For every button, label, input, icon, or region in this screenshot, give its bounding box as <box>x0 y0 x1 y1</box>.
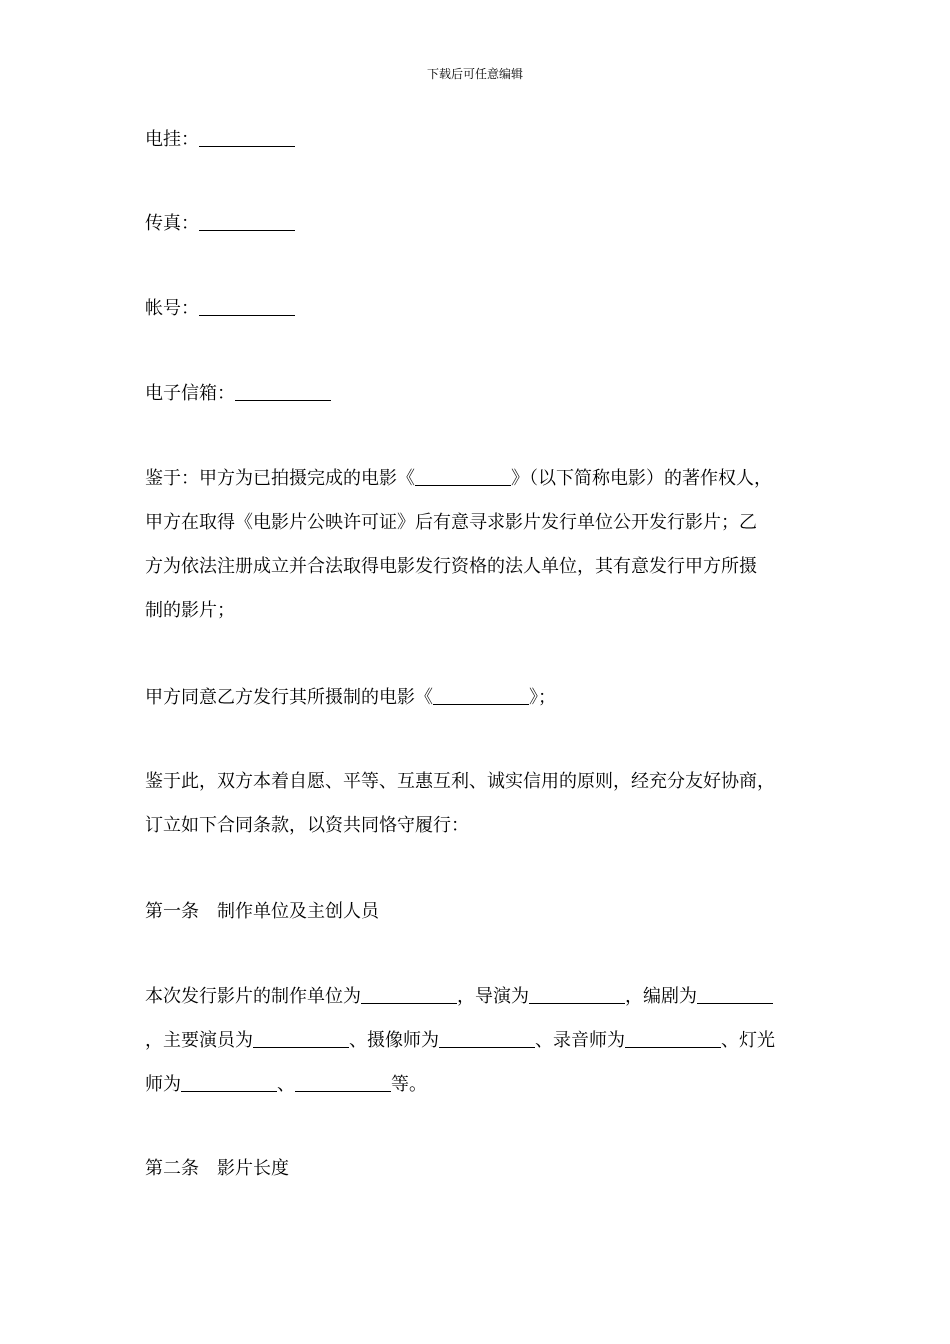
agree-line <box>145 686 556 710</box>
account-label: 帐号： <box>145 298 199 319</box>
writer-blank[interactable] <box>697 985 773 1004</box>
film-title-blank-2[interactable] <box>433 686 529 705</box>
whereas-line-3: 方为依法注册成立并合法取得电影发行资格的法人单位，其有意发行甲方所摄 <box>145 556 757 577</box>
article-1-line-1 <box>145 985 773 1009</box>
writer-label: ，编剧为 <box>625 986 697 1007</box>
lighting-label-end: 师为 <box>145 1074 181 1095</box>
agree-text-b: 》； <box>529 687 556 708</box>
director-blank[interactable] <box>529 985 625 1004</box>
whereas-line-1 <box>145 467 772 491</box>
actors-blank[interactable] <box>253 1029 349 1048</box>
phone-label: 电挂： <box>145 129 199 150</box>
agree-text-a: 甲方同意乙方发行其所摄制的电影《 <box>145 687 433 708</box>
whereas-text-1b: 》（以下简称电影）的著作权人， <box>511 468 772 489</box>
camera-blank[interactable] <box>439 1029 535 1048</box>
email-label: 电子信箱： <box>145 383 235 404</box>
fax-blank[interactable] <box>199 212 295 231</box>
etc-label: 等。 <box>391 1074 427 1095</box>
article-1-line-3 <box>145 1073 427 1097</box>
article-1-title: 第一条 制作单位及主创人员 <box>145 901 379 922</box>
lighting-label: 、灯光 <box>721 1030 775 1051</box>
article-1-line-2 <box>145 1029 775 1053</box>
whereas-line-4: 制的影片； <box>145 600 235 621</box>
sound-blank[interactable] <box>625 1029 721 1048</box>
account-line <box>145 297 295 321</box>
phone-blank[interactable] <box>199 128 295 147</box>
page-header: 下载后可任意编辑 <box>426 67 523 81</box>
fax-label: 传真： <box>145 213 199 234</box>
producer-label: 本次发行影片的制作单位为 <box>145 986 361 1007</box>
whereas-line-2: 甲方在取得《电影片公映许可证》后有意寻求影片发行单位公开发行影片；乙 <box>145 512 757 533</box>
account-blank[interactable] <box>199 297 295 316</box>
email-line <box>145 382 331 406</box>
whereas-text-1a: 鉴于：甲方为已拍摄完成的电影《 <box>145 468 415 489</box>
article-2-title: 第二条 影片长度 <box>145 1158 289 1179</box>
director-label: ，导演为 <box>457 986 529 1007</box>
email-blank[interactable] <box>235 382 331 401</box>
separator: 、 <box>277 1074 295 1095</box>
camera-label: 、摄像师为 <box>349 1030 439 1051</box>
film-title-blank-1[interactable] <box>415 467 511 486</box>
phone-line <box>145 128 295 152</box>
producer-blank[interactable] <box>361 985 457 1004</box>
intro-line-2: 订立如下合同条款，以资共同恪守履行： <box>145 815 469 836</box>
actors-label: ，主要演员为 <box>145 1030 253 1051</box>
fax-line <box>145 212 295 236</box>
intro-line-1: 鉴于此，双方本着自愿、平等、互惠互利、诚实信用的原则，经充分友好协商， <box>145 771 775 792</box>
other-blank[interactable] <box>295 1073 391 1092</box>
lighting-blank[interactable] <box>181 1073 277 1092</box>
sound-label: 、录音师为 <box>535 1030 625 1051</box>
